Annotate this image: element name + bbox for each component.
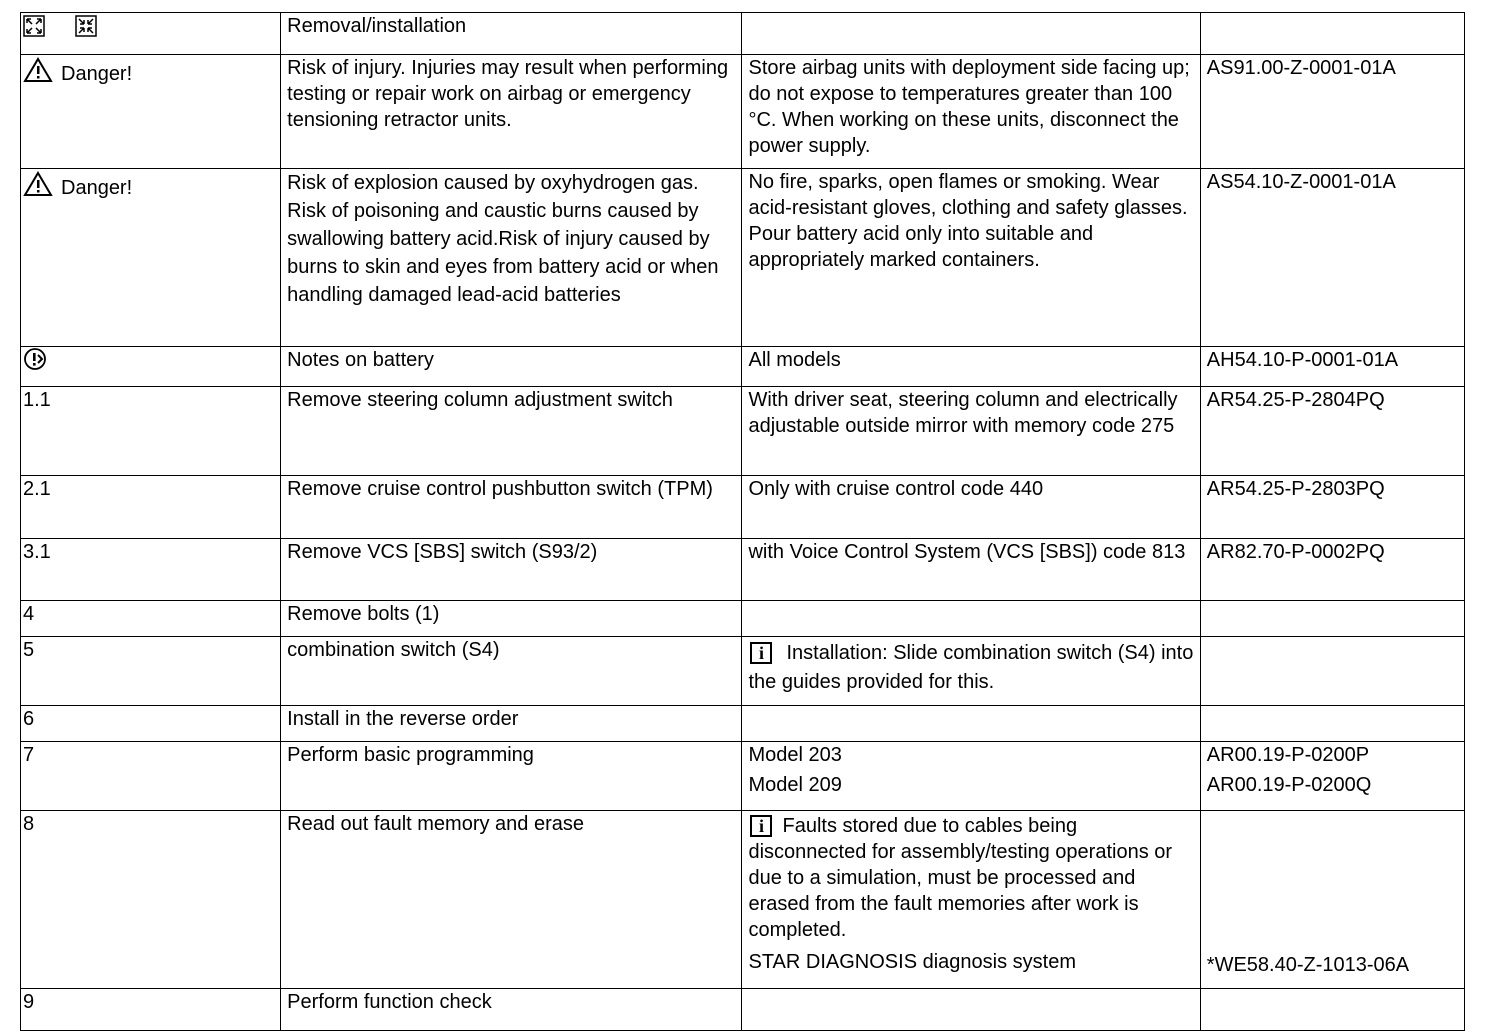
info-icon: i bbox=[750, 815, 772, 837]
step-detail: With driver seat, steering column and electrically adjustable outside mirror with memory code 275 bbox=[742, 387, 1200, 476]
note-icon bbox=[23, 347, 49, 380]
reference-link[interactable]: AR54.25-P-2803PQ bbox=[1200, 476, 1464, 539]
reference-link[interactable]: AR00.19-P-0200P bbox=[1206, 744, 1370, 766]
table-row bbox=[21, 601, 1465, 637]
step-number: 4 bbox=[21, 601, 281, 637]
step-detail: Only with cruise control code 440 bbox=[742, 476, 1200, 539]
step-number: 5 bbox=[21, 637, 281, 706]
step-action: Remove steering column adjustment switch bbox=[281, 387, 742, 476]
danger-label: Danger! bbox=[61, 176, 133, 199]
step-action: Remove VCS [SBS] switch (S93/2) bbox=[281, 539, 742, 601]
table-row bbox=[21, 742, 1465, 811]
table-row bbox=[21, 13, 1465, 55]
header-empty-cell bbox=[742, 13, 1200, 55]
notes-measures: All models bbox=[742, 347, 1200, 387]
step-action: Remove bolts (1) bbox=[281, 601, 742, 637]
danger-text: Risk of injury. Injuries may result when performing testing or repair work on airbag or emergency tensioning retractor units. bbox=[281, 55, 742, 169]
expand-icon[interactable] bbox=[23, 15, 45, 44]
collapse-icon[interactable] bbox=[75, 15, 97, 44]
step-number: 6 bbox=[21, 706, 281, 742]
step-number: 8 bbox=[21, 811, 281, 989]
table-row bbox=[21, 989, 1465, 1031]
procedure-table bbox=[20, 12, 1465, 1031]
step-number: 7 bbox=[21, 742, 281, 811]
danger-text: Risk of explosion caused by oxyhydrogen gas. Risk of poisoning and caustic burns caused by swallowing battery acid.Risk of injury caused by burns to skin and eyes from battery acid or when handling damaged lead-acid batteries bbox=[281, 169, 742, 347]
step-action: Remove cruise control pushbutton switch (TPM) bbox=[281, 476, 742, 539]
reference-link[interactable]: AS91.00-Z-0001-01A bbox=[1200, 55, 1464, 169]
header-title: Removal/installation bbox=[281, 13, 742, 55]
step-number: 9 bbox=[21, 989, 281, 1031]
step-number: 3.1 bbox=[21, 539, 281, 601]
table-row bbox=[21, 637, 1465, 706]
step-detail-system: STAR DIAGNOSIS diagnosis system bbox=[748, 951, 1076, 973]
step-action: Read out fault memory and erase bbox=[281, 811, 742, 989]
table-row bbox=[21, 169, 1465, 347]
step-detail: with Voice Control System (VCS [SBS]) code 813 bbox=[742, 539, 1200, 601]
reference-link[interactable]: AR82.70-P-0002PQ bbox=[1200, 539, 1464, 601]
table-row bbox=[21, 55, 1465, 169]
notes-text: Notes on battery bbox=[281, 347, 742, 387]
table-row bbox=[21, 811, 1465, 989]
danger-measures: No fire, sparks, open flames or smoking. Wear acid-resistant gloves, clothing and safety glasses. Pour battery acid only into suitable and appropriately marked containers. bbox=[742, 169, 1200, 347]
warning-triangle-icon bbox=[23, 171, 53, 204]
table-row bbox=[21, 387, 1465, 476]
header-icons-cell bbox=[21, 13, 281, 55]
danger-measures: Store airbag units with deployment side facing up; do not expose to temperatures greater than 100 °C. When working on these units, disconnect the power supply. bbox=[742, 55, 1200, 169]
table-row bbox=[21, 347, 1465, 387]
reference-link[interactable]: AR54.25-P-2804PQ bbox=[1200, 387, 1464, 476]
step-detail: Model 209 bbox=[748, 774, 842, 796]
step-action: Install in the reverse order bbox=[281, 706, 742, 742]
warning-triangle-icon bbox=[23, 57, 53, 90]
step-detail: Installation: Slide combination switch (S4) into the guides provided for this. bbox=[748, 642, 1194, 693]
info-icon: i bbox=[750, 642, 772, 664]
step-number: 2.1 bbox=[21, 476, 281, 539]
step-detail: Faults stored due to cables being disconnected for assembly/testing operations or due to a simulation, must be processed and erased from the fault memories after work is completed. bbox=[748, 815, 1173, 941]
table-row bbox=[21, 706, 1465, 742]
danger-label: Danger! bbox=[61, 62, 133, 85]
reference-link[interactable]: AS54.10-Z-0001-01A bbox=[1200, 169, 1464, 347]
reference-link[interactable]: *WE58.40-Z-1013-06A bbox=[1200, 811, 1464, 989]
reference-link[interactable]: AR00.19-P-0200Q bbox=[1206, 774, 1372, 796]
step-action: combination switch (S4) bbox=[281, 637, 742, 706]
step-action: Perform basic programming bbox=[281, 742, 742, 811]
header-empty-cell bbox=[1200, 13, 1464, 55]
step-number: 1.1 bbox=[21, 387, 281, 476]
step-detail: Model 203 bbox=[748, 744, 842, 766]
reference-link[interactable]: AH54.10-P-0001-01A bbox=[1200, 347, 1464, 387]
table-row bbox=[21, 476, 1465, 539]
step-action: Perform function check bbox=[281, 989, 742, 1031]
table-row bbox=[21, 539, 1465, 601]
